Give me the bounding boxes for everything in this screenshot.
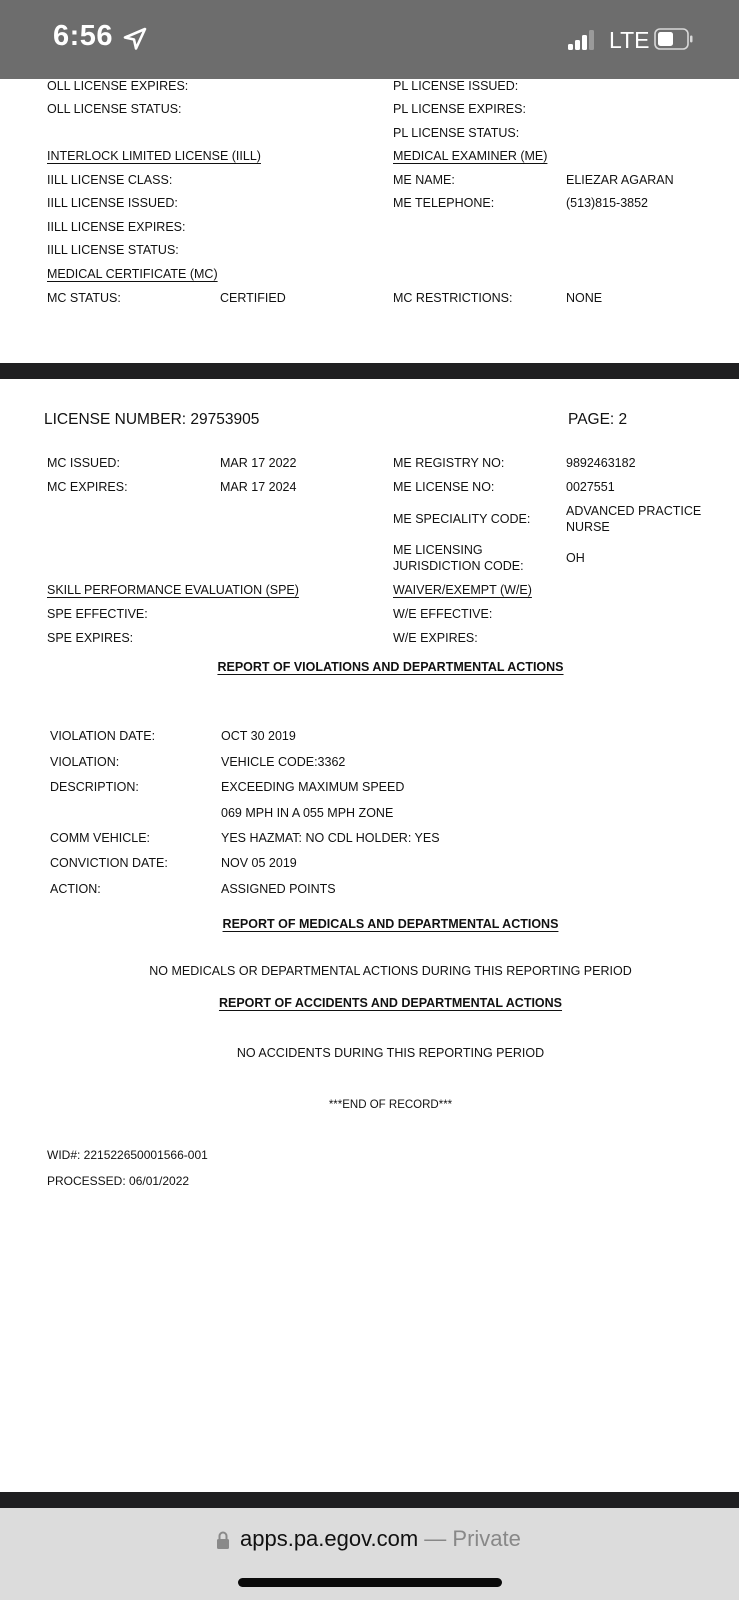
pl-issued-label: PL LICENSE ISSUED: <box>393 79 519 93</box>
we-expires-label: W/E EXPIRES: <box>393 631 478 645</box>
page-separator <box>0 363 739 379</box>
me-license-label: ME LICENSE NO: <box>393 480 495 494</box>
end-of-record: ***END OF RECORD*** <box>328 1099 453 1111</box>
me-registry-value: 9892463182 <box>566 456 636 470</box>
we-section-header: WAIVER/EXEMPT (W/E) <box>393 583 532 597</box>
private-mode-text: Private <box>452 1526 521 1551</box>
violation-value: VEHICLE CODE:3362 <box>221 755 346 769</box>
signal-strength-icon <box>568 30 598 50</box>
browser-url[interactable]: apps.pa.egov.com <box>240 1526 419 1551</box>
conviction-date-value: NOV 05 2019 <box>221 856 297 870</box>
page-bottom-separator <box>0 1492 739 1508</box>
me-license-value: 0027551 <box>566 480 615 494</box>
page-number: PAGE: 2 <box>568 411 628 428</box>
medicals-section-header: REPORT OF MEDICALS AND DEPARTMENTAL ACTIONS <box>222 917 559 931</box>
mc-restrictions-label: MC RESTRICTIONS: <box>393 291 513 305</box>
accidents-section-header: REPORT OF ACCIDENTS AND DEPARTMENTAL ACTIONS <box>218 996 563 1010</box>
lock-icon <box>216 1530 230 1550</box>
oll-expires-label: OLL LICENSE EXPIRES: <box>47 79 189 93</box>
spe-effective-label: SPE EFFECTIVE: <box>47 607 148 621</box>
browser-url-display[interactable] <box>240 1526 521 1552</box>
status-time: 6:56 <box>53 20 114 52</box>
private-browsing-label <box>418 1526 521 1551</box>
description-value-line2: 069 MPH IN A 055 MPH ZONE <box>221 806 394 820</box>
network-type: LTE <box>609 27 650 53</box>
violation-date-label: VIOLATION DATE: <box>50 729 156 743</box>
mc-issued-label: MC ISSUED: <box>47 456 120 470</box>
battery-icon <box>654 28 694 50</box>
violation-label: VIOLATION: <box>50 755 120 769</box>
status-bar <box>0 0 739 79</box>
comm-vehicle-value: YES HAZMAT: NO CDL HOLDER: YES <box>221 831 440 845</box>
mc-expires-value: MAR 17 2024 <box>220 480 297 494</box>
action-value: ASSIGNED POINTS <box>221 882 336 896</box>
me-jurisdiction-value: OH <box>566 551 585 565</box>
we-effective-label: W/E EFFECTIVE: <box>393 607 493 621</box>
violations-section-header: REPORT OF VIOLATIONS AND DEPARTMENTAL ACTIONS <box>217 660 564 674</box>
license-number: LICENSE NUMBER: 29753905 <box>44 411 260 428</box>
medicals-note: NO MEDICALS OR DEPARTMENTAL ACTIONS DURING THIS REPORTING PERIOD <box>149 964 632 978</box>
me-jurisdiction-label-line1: ME LICENSING <box>393 543 483 557</box>
action-label: ACTION: <box>50 882 101 896</box>
description-label: DESCRIPTION: <box>50 780 139 794</box>
me-section-header: MEDICAL EXAMINER (ME) <box>393 149 548 163</box>
me-name-label: ME NAME: <box>393 173 455 187</box>
wid-number: WID#: 221522650001566-001 <box>47 1148 208 1162</box>
me-name-value: ELIEZAR AGARAN <box>566 173 674 187</box>
mc-status-value: CERTIFIED <box>220 291 286 305</box>
comm-vehicle-label: COMM VEHICLE: <box>50 831 151 845</box>
spe-section-header: SKILL PERFORMANCE EVALUATION (SPE) <box>47 583 299 597</box>
me-registry-label: ME REGISTRY NO: <box>393 456 505 470</box>
mc-expires-label: MC EXPIRES: <box>47 480 128 494</box>
me-speciality-value-line1: ADVANCED PRACTICE <box>566 504 702 518</box>
me-telephone-label: ME TELEPHONE: <box>393 196 495 210</box>
pl-expires-label: PL LICENSE EXPIRES: <box>393 102 526 116</box>
location-arrow-icon <box>122 26 148 52</box>
iill-issued-label: IILL LICENSE ISSUED: <box>47 196 178 210</box>
description-value-line1: EXCEEDING MAXIMUM SPEED <box>221 780 405 794</box>
pl-status-label: PL LICENSE STATUS: <box>393 126 520 140</box>
processed-date: PROCESSED: 06/01/2022 <box>47 1174 190 1188</box>
mc-section-header: MEDICAL CERTIFICATE (MC) <box>47 267 218 281</box>
iill-section-header: INTERLOCK LIMITED LICENSE (IILL) <box>47 149 261 163</box>
home-indicator[interactable] <box>238 1578 502 1587</box>
oll-status-label: OLL LICENSE STATUS: <box>47 102 182 116</box>
spe-expires-label: SPE EXPIRES: <box>47 631 134 645</box>
me-jurisdiction-label-line2: JURISDICTION CODE: <box>393 559 524 573</box>
conviction-date-label: CONVICTION DATE: <box>50 856 168 870</box>
violation-date-value: OCT 30 2019 <box>221 729 296 743</box>
mc-status-label: MC STATUS: <box>47 291 121 305</box>
mc-restrictions-value: NONE <box>566 291 603 305</box>
iill-expires-label: IILL LICENSE EXPIRES: <box>47 220 186 234</box>
me-telephone-value: (513)815-3852 <box>566 196 649 210</box>
me-speciality-label: ME SPECIALITY CODE: <box>393 512 531 526</box>
iill-status-label: IILL LICENSE STATUS: <box>47 243 179 257</box>
url-separator: — <box>418 1526 453 1551</box>
accidents-note: NO ACCIDENTS DURING THIS REPORTING PERIOD <box>236 1046 545 1060</box>
me-speciality-value-line2: NURSE <box>566 520 610 534</box>
iill-class-label: IILL LICENSE CLASS: <box>47 173 173 187</box>
mc-issued-value: MAR 17 2022 <box>220 456 297 470</box>
